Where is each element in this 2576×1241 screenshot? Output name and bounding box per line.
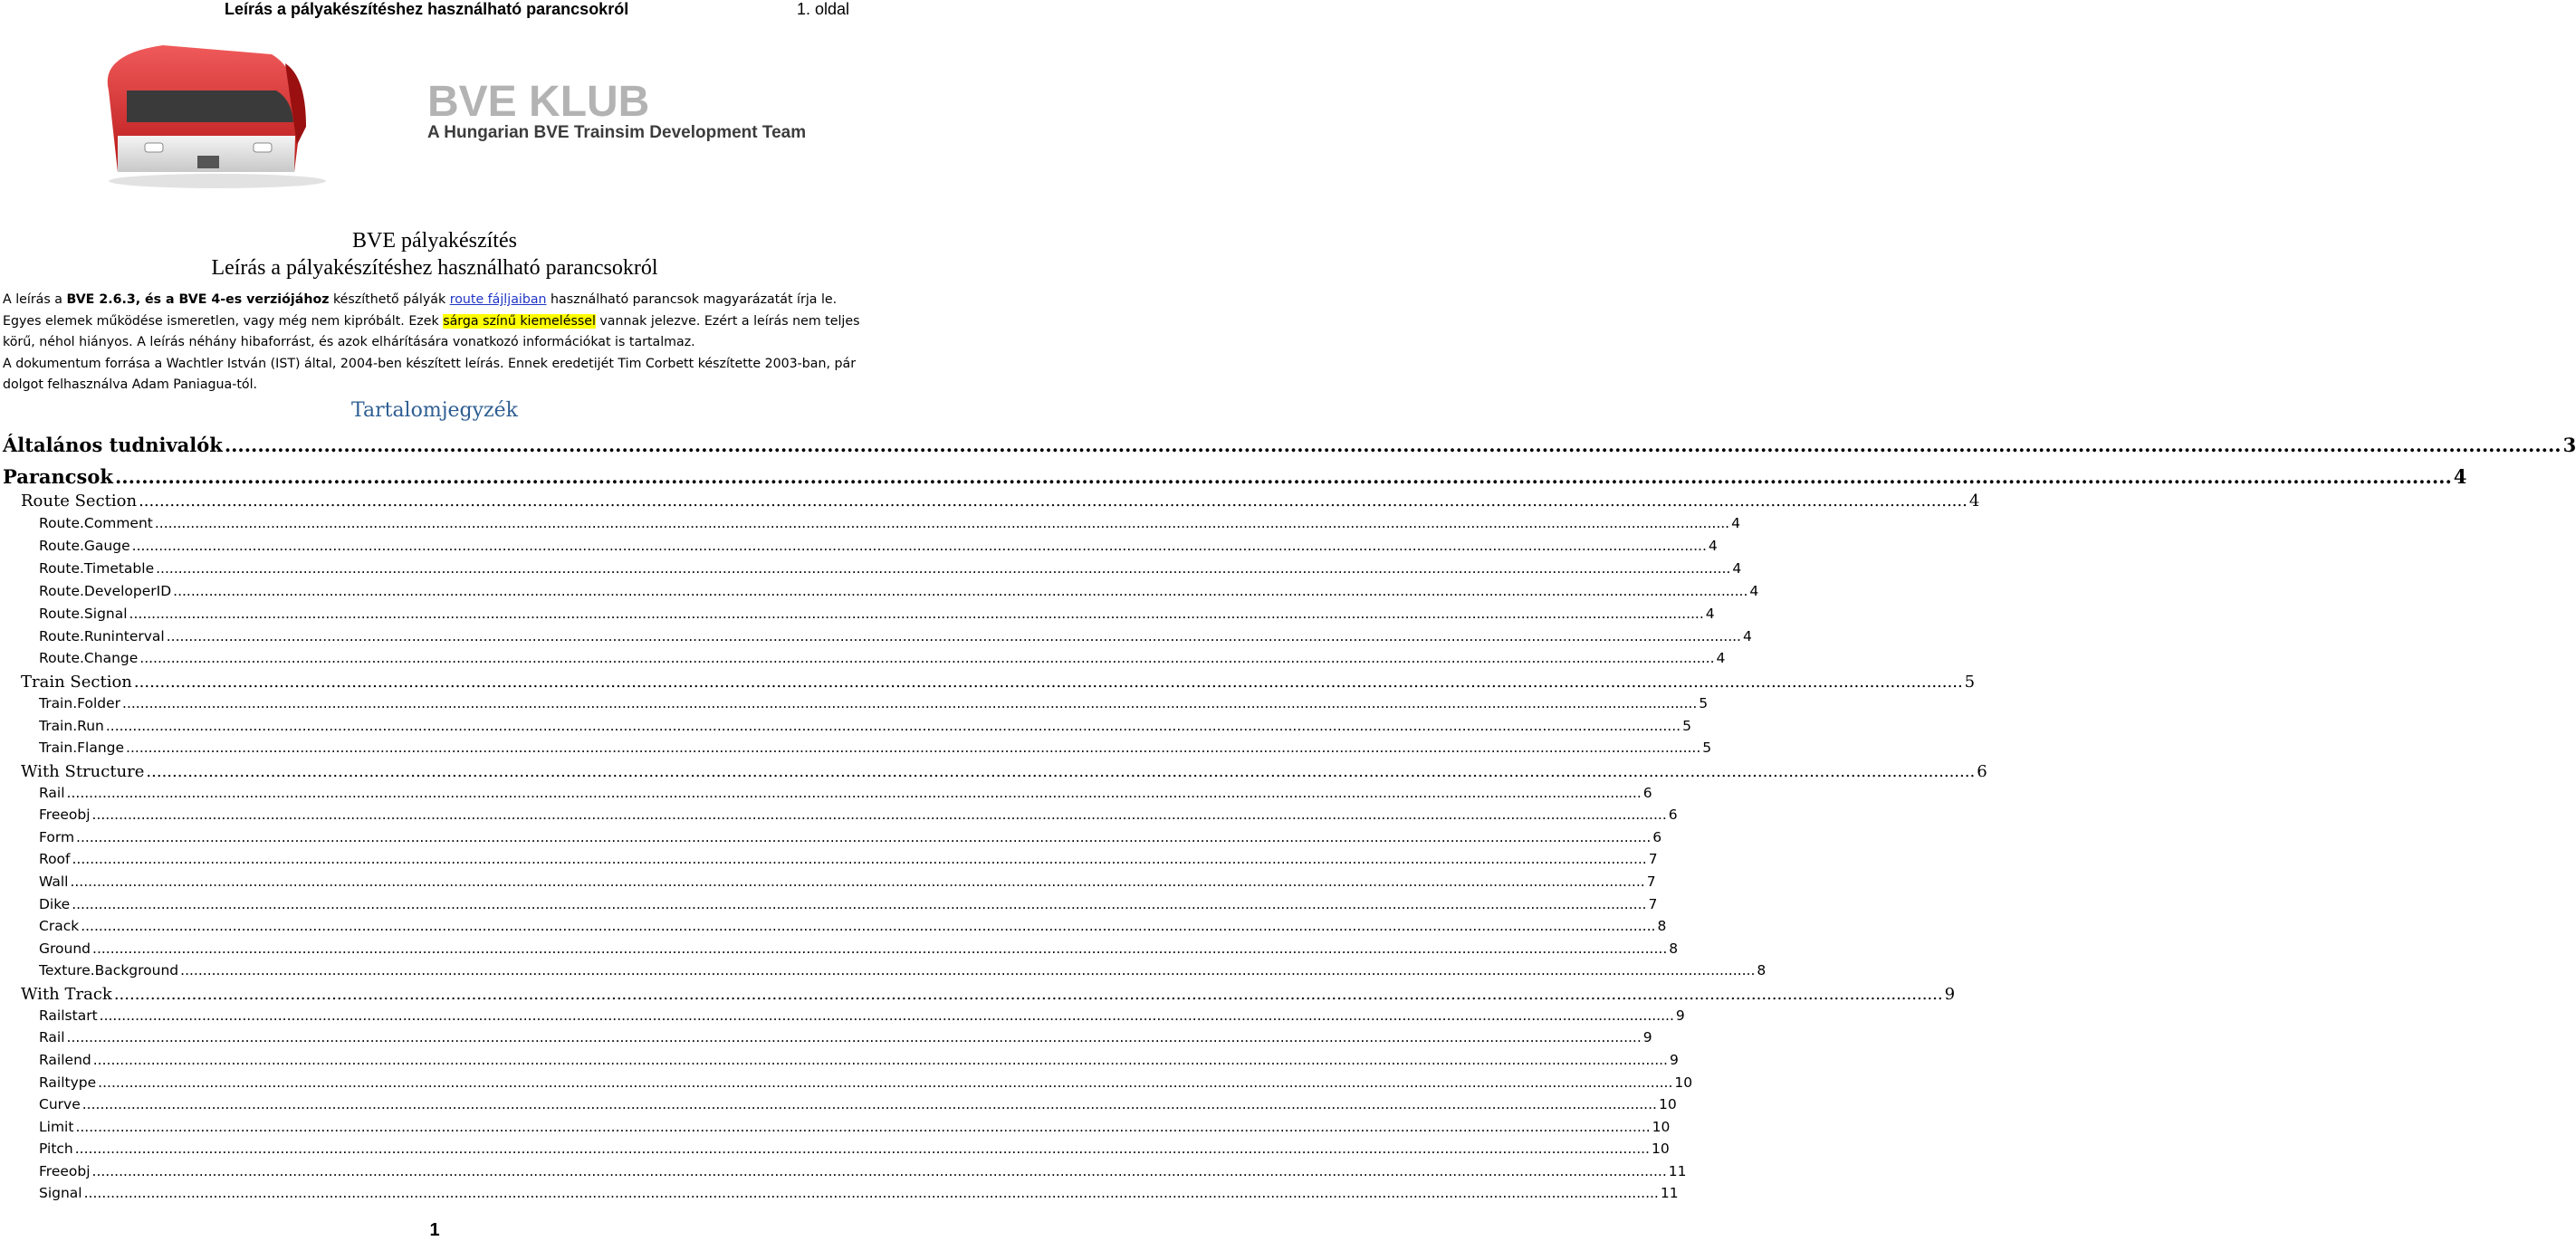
- toc-entry-page: 8: [1669, 940, 1679, 957]
- toc-entry[interactable]: [0, 762, 1987, 781]
- toc-entry[interactable]: [0, 695, 1709, 711]
- toc-dot-leader: [75, 1141, 1650, 1157]
- toc-entry-page: 9: [1944, 985, 1956, 1004]
- toc-entry-page: 6: [1642, 785, 1652, 801]
- toc-entry-page: 7: [1648, 851, 1658, 867]
- toc-entry[interactable]: [0, 829, 1662, 845]
- toc-entry-label: Route.Change: [39, 650, 139, 666]
- toc-entry-label: Texture.Background: [39, 962, 179, 978]
- header-title: Leírás a pályakészítéshez használható parancsokról: [225, 0, 629, 18]
- intro-text: [3, 290, 867, 396]
- title-line-1: BVE pályakészítés: [352, 229, 517, 253]
- toc-dot-leader: [72, 896, 1646, 912]
- toc-entry[interactable]: [0, 560, 1742, 577]
- toc-dot-leader: [84, 1185, 1659, 1201]
- bve-klub-logo: [427, 78, 806, 142]
- yellow-highlight: sárga színű kiemeléssel: [443, 313, 596, 329]
- toc-dot-leader: [129, 606, 1704, 622]
- toc-dot-leader: [167, 628, 1741, 644]
- toc-entry-label: Freeobj: [39, 1163, 91, 1179]
- toc-entry[interactable]: [0, 962, 1767, 978]
- toc-dot-leader: [106, 718, 1681, 734]
- toc-entry-label: Rail: [39, 785, 65, 801]
- route-files-link[interactable]: route fájljaiban: [449, 292, 547, 307]
- toc-entry-label: Curve: [39, 1096, 81, 1112]
- toc-dot-leader: [67, 785, 1642, 801]
- toc-entry[interactable]: [0, 1029, 1652, 1045]
- toc-entry-page: 4: [1716, 650, 1726, 666]
- intro-paragraph-1: A leírás a BVE 2.6.3, és a BVE 4-es verziójához készíthető pályák route fájljaiban használható parancsok magyarázatát írja le. Egyes elemek működése ismeretlen, vagy még nem kipróbált. Ezek sárga színű kiemeléssel vannak jelezve. Ezért a leírás nem teljes körű, néhol hiányos. A leírás néhány hibaforrást, és azok elhárítására vonatkozó információkat is tartalmaz.: [3, 292, 860, 349]
- toc-entry-page: 8: [1757, 962, 1767, 978]
- toc-entry-page: 8: [1657, 918, 1667, 934]
- toc-entry[interactable]: [0, 583, 1759, 599]
- toc-entry[interactable]: [0, 940, 1679, 957]
- toc-entry[interactable]: [0, 873, 1656, 890]
- toc-entry-label: With Structure: [21, 762, 145, 781]
- logo-subtitle: A Hungarian BVE Trainsim Development Team: [427, 123, 807, 142]
- toc-entry-label: With Track: [21, 985, 112, 1004]
- toc-dot-leader: [70, 873, 1644, 890]
- toc-entry-page: 4: [1708, 538, 1718, 554]
- toc-entry-page: 9: [1675, 1007, 1685, 1024]
- toc-entry[interactable]: [0, 434, 2576, 456]
- toc-dot-leader: [155, 515, 1729, 531]
- toc-entry-label: Train.Run: [39, 718, 104, 734]
- toc-entry-page: 5: [1699, 695, 1709, 711]
- toc-dot-leader: [156, 560, 1730, 577]
- toc-entry-label: Route.Gauge: [39, 538, 130, 554]
- toc-entry[interactable]: [0, 740, 1712, 756]
- toc-entry[interactable]: [0, 718, 1691, 734]
- toc-entry-label: Railstart: [39, 1007, 98, 1024]
- toc-dot-leader: [82, 1096, 1657, 1112]
- toc-entry-page: 4: [1742, 628, 1752, 644]
- toc-entry-label: Route Section: [21, 492, 138, 511]
- toc-dot-leader: [93, 1052, 1668, 1068]
- toc-entry-label: Route.Runinterval: [39, 628, 165, 644]
- toc-dot-leader: [115, 465, 2452, 488]
- toc-entry-label: Railtype: [39, 1074, 97, 1091]
- toc-entry-page: 7: [1646, 873, 1656, 890]
- toc-entry-label: Wall: [39, 873, 69, 890]
- toc-entry-page: 5: [1702, 740, 1712, 756]
- toc-entry-page: 6: [1668, 807, 1678, 823]
- toc-entry[interactable]: [0, 1163, 1687, 1179]
- toc-entry[interactable]: [0, 1007, 1685, 1024]
- toc-entry-label: Limit: [39, 1119, 74, 1135]
- toc-entry-page: 10: [1658, 1096, 1677, 1112]
- toc-entry[interactable]: [0, 1141, 1670, 1157]
- toc-entry[interactable]: [0, 918, 1667, 934]
- toc-entry[interactable]: [0, 628, 1752, 644]
- toc-entry-label: Rail: [39, 1029, 65, 1045]
- toc-dot-leader: [134, 673, 1963, 692]
- version-bold: BVE 2.6.3, és a BVE 4-es verziójához: [66, 292, 330, 307]
- toc-dot-leader: [92, 940, 1667, 957]
- toc-entry-label: Pitch: [39, 1141, 73, 1157]
- train-image: [108, 45, 326, 188]
- toc-entry-label: Route.Timetable: [39, 560, 155, 577]
- toc-entry-page: 11: [1668, 1163, 1687, 1179]
- document-title: [0, 227, 869, 282]
- toc-entry-label: Crack: [39, 918, 80, 934]
- toc-entry-page: 9: [1669, 1052, 1679, 1068]
- toc-entry[interactable]: [0, 807, 1678, 823]
- toc-entry-page: 5: [1682, 718, 1691, 734]
- toc-entry-label: Roof: [39, 851, 71, 867]
- bve-klub-banner: [91, 36, 815, 190]
- toc-entry-label: Railend: [39, 1052, 91, 1068]
- toc-entry-page: 3: [2562, 434, 2576, 456]
- toc-entry-page: 10: [1674, 1074, 1693, 1091]
- toc-dot-leader: [122, 695, 1697, 711]
- toc-entry-page: 9: [1642, 1029, 1652, 1045]
- toc-entry[interactable]: [0, 1119, 1671, 1135]
- toc-dot-leader: [100, 1007, 1674, 1024]
- toc-entry-page: 4: [1968, 492, 1980, 511]
- toc-entry[interactable]: [0, 1185, 1679, 1201]
- toc-entry-label: Ground: [39, 940, 91, 957]
- toc-entry[interactable]: [0, 896, 1658, 912]
- toc-dot-leader: [67, 1029, 1642, 1045]
- toc-dot-leader: [76, 829, 1651, 845]
- toc-entry-label: Freeobj: [39, 807, 91, 823]
- toc-entry-page: 4: [1732, 560, 1742, 577]
- toc-dot-leader: [139, 492, 1968, 511]
- toc-dot-leader: [98, 1074, 1672, 1091]
- toc-entry[interactable]: [0, 1096, 1677, 1112]
- toc-entry-page: 10: [1652, 1119, 1671, 1135]
- toc-entry[interactable]: [0, 851, 1658, 867]
- toc-dot-leader: [81, 918, 1655, 934]
- toc-dot-leader: [114, 985, 1943, 1004]
- toc-entry-label: Train.Flange: [39, 740, 125, 756]
- toc-dot-leader: [146, 762, 1975, 781]
- toc-entry[interactable]: [0, 606, 1715, 622]
- toc-dot-leader: [92, 807, 1667, 823]
- toc-entry-label: Signal: [39, 1185, 82, 1201]
- toc-entry-label: Route.DeveloperID: [39, 583, 172, 599]
- header-page-number: 1. oldal: [797, 0, 850, 18]
- toc-title: Tartalomjegyzék: [351, 399, 518, 422]
- intro-paragraph-2: A dokumentum forrása a Wachtler István (IST) által, 2004-ben készített leírás. Ennek eredetijét Tim Corbett készítette 2003-ban, pár dolgot felhasználva Adam Paniagua-tól.: [3, 356, 857, 392]
- toc-entry-label: Dike: [39, 896, 71, 912]
- toc-entry-page: 7: [1648, 896, 1658, 912]
- toc-entry[interactable]: [0, 785, 1652, 801]
- toc-entry-page: 4: [1731, 515, 1740, 531]
- logo-title: BVE KLUB: [427, 78, 650, 126]
- toc-entry-page: 4: [1749, 583, 1759, 599]
- toc-dot-leader: [126, 740, 1700, 756]
- toc-entry[interactable]: [0, 1074, 1693, 1091]
- toc-entry-label: Train Section: [21, 673, 132, 692]
- toc-entry-label: Parancsok: [3, 465, 113, 488]
- toc-entry[interactable]: [0, 1052, 1679, 1068]
- toc-entry-label: Általános tudnivalók: [3, 434, 223, 456]
- toc-entry-page: 11: [1660, 1185, 1679, 1201]
- toc-dot-leader: [92, 1163, 1667, 1179]
- toc-entry-label: Form: [39, 829, 75, 845]
- title-line-2: Leírás a pályakészítéshez használható parancsokról: [211, 256, 658, 280]
- toc-entry-page: 5: [1964, 673, 1976, 692]
- toc-dot-leader: [173, 583, 1748, 599]
- toc-dot-leader: [132, 538, 1707, 554]
- toc-entry[interactable]: [0, 492, 1980, 511]
- toc-entry[interactable]: [0, 465, 2467, 488]
- page-header: [0, 0, 869, 20]
- toc-entry-page: 10: [1651, 1141, 1670, 1157]
- toc-entry-label: Route.Signal: [39, 606, 128, 622]
- toc-entry-page: 4: [2453, 465, 2467, 488]
- toc-entry-page: 6: [1977, 762, 1987, 781]
- toc-entry-label: Route.Comment: [39, 515, 153, 531]
- toc-dot-leader: [180, 962, 1755, 978]
- toc-entry[interactable]: [0, 673, 1976, 692]
- toc-entry[interactable]: [0, 515, 1740, 531]
- footer-page-number: 1: [429, 1220, 440, 1240]
- toc-dot-leader: [225, 434, 2562, 456]
- toc-entry-page: 4: [1705, 606, 1715, 622]
- toc-dot-leader: [139, 650, 1714, 666]
- toc-entry[interactable]: [0, 538, 1718, 554]
- toc-entry-label: Train.Folder: [39, 695, 121, 711]
- toc-entry[interactable]: [0, 985, 1956, 1004]
- toc-dot-leader: [72, 851, 1647, 867]
- toc-entry[interactable]: [0, 650, 1726, 666]
- toc-entry-page: 6: [1652, 829, 1662, 845]
- toc-dot-leader: [75, 1119, 1650, 1135]
